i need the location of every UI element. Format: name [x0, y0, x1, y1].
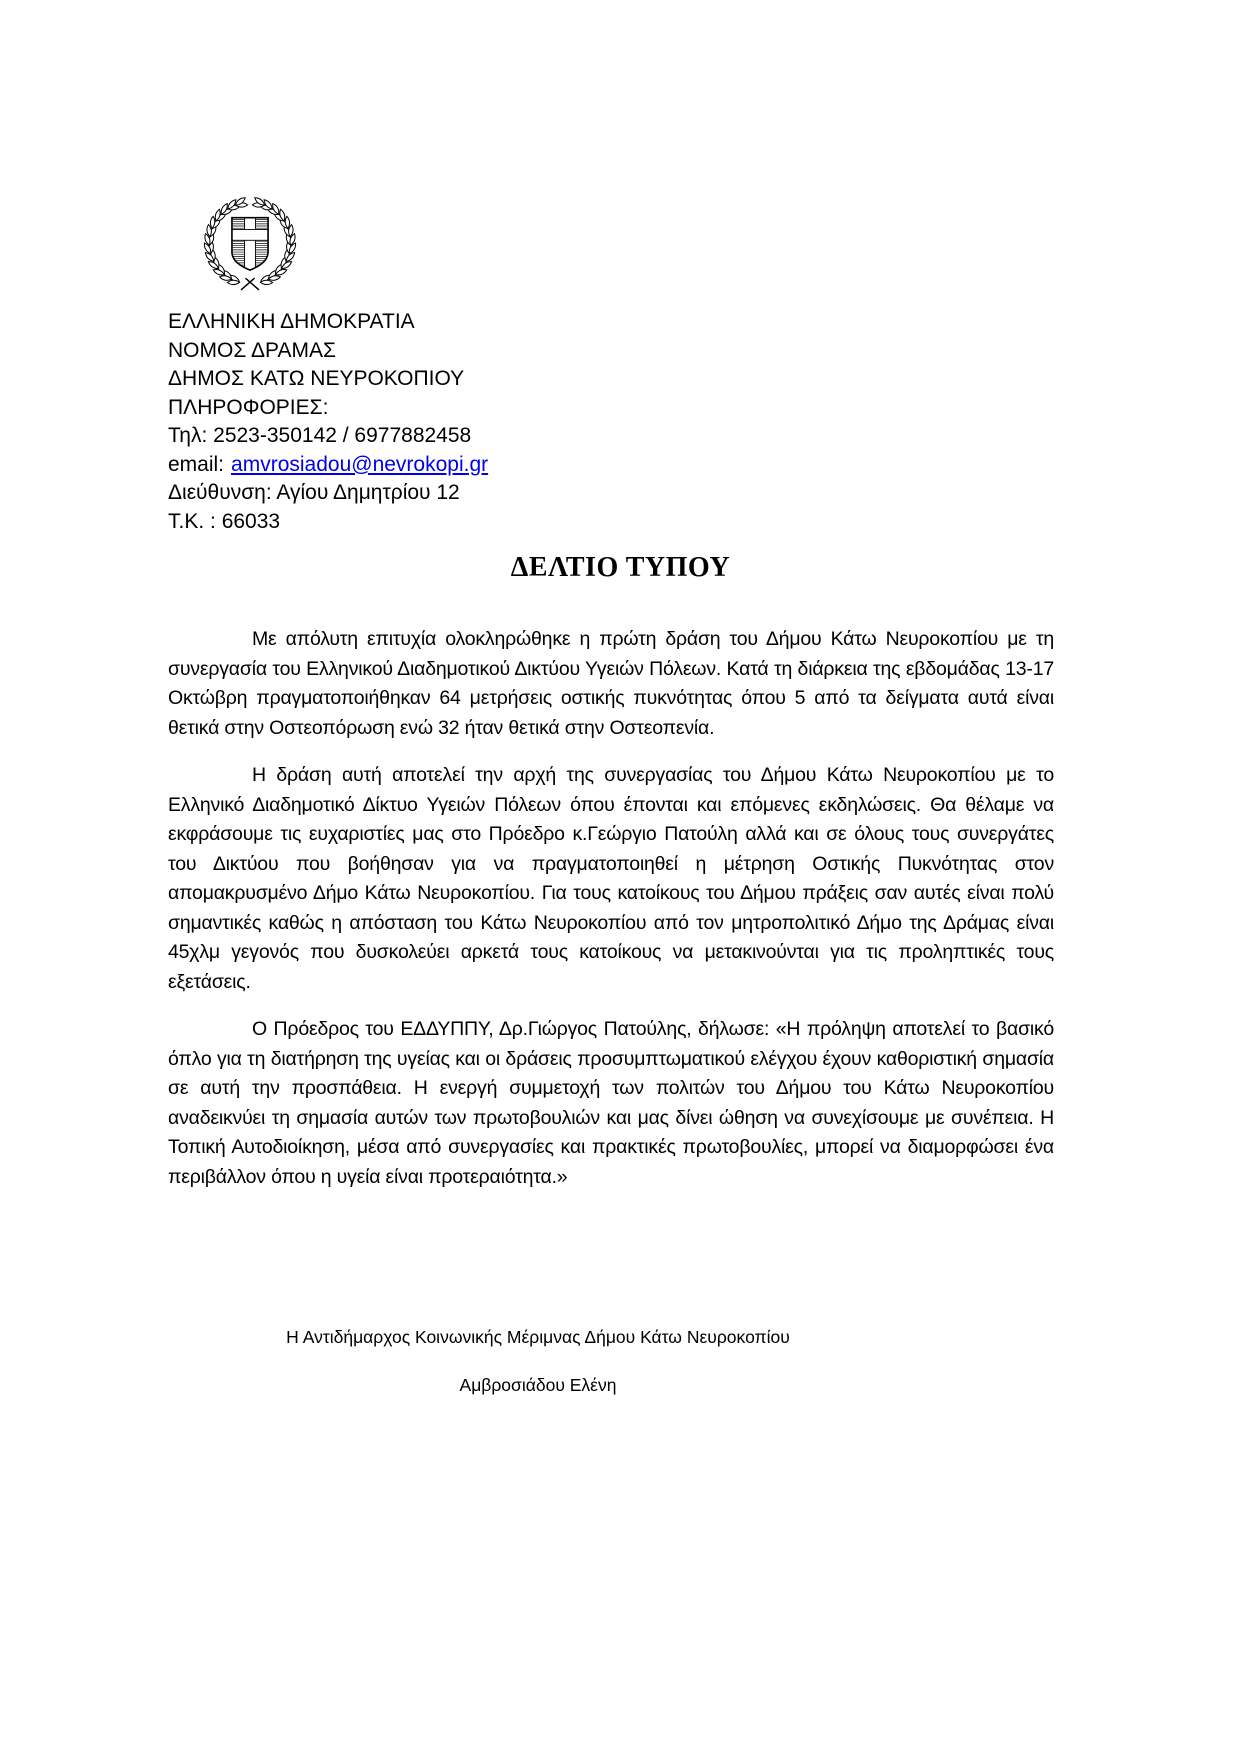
email-label: email: — [168, 452, 225, 476]
letterhead-prefecture: ΝΟΜΟΣ ΔΡΑΜΑΣ — [168, 338, 336, 362]
letterhead — [168, 308, 488, 536]
letterhead-info-label: ΠΛΗΡΟΦΟΡΙΕΣ: — [168, 395, 329, 419]
email-link[interactable]: amvrosiadou@nevrokopi.gr — [231, 452, 489, 476]
greek-coat-of-arms-icon — [194, 184, 306, 302]
signature-name: Αμβροσιάδου Ελένη — [459, 1375, 617, 1395]
page-title: ΔΕΛΤΙΟ ΤΥΠΟΥ — [510, 552, 731, 583]
letterhead-municipality: ΔΗΜΟΣ ΚΑΤΩ ΝΕΥΡΟΚΟΠΙΟΥ — [168, 367, 465, 390]
letterhead-address: Διεύθυνση: Αγίου Δημητρίου 12 — [168, 481, 460, 504]
letterhead-phone: Τηλ: 2523-350142 / 6977882458 — [168, 424, 472, 447]
letterhead-postal-code: Τ.Κ. : 66033 — [168, 509, 281, 533]
letterhead-country: ΕΛΛΗΝΙΚΗ ΔΗΜΟΚΡΑΤΙΑ — [168, 310, 415, 333]
press-release-body — [168, 625, 1054, 1210]
body-paragraph: Η δράση αυτή αποτελεί την αρχή της συνεργασίας του Δήμου Κάτω Νευροκοπίου με το Ελληνικό Διαδημοτικό Δίκτυο Υγειών Πόλεων όπου έπονται και επόμενες εκδηλώσεις. Θα θέλαμε να εκφράσουμε τις ευχαριστίες μας στο Πρόεδρο κ.Γεώργιο Πατούλη αλλά και σε όλους τους συνεργάτες του Δικτύου που βοήθησαν για να πραγματοποιηθεί η μέτρηση Οστικής Πυκνότητας στον απομακρυσμένο Δήμο Κάτω Νευροκοπίου. Για τους κατοίκους του Δήμου πράξεις σαν αυτές είναι πολύ σημαντικές καθώς η απόσταση του Κάτω Νευροκοπίου από τον μητροπολιτικό Δήμο της Δράμας είναι 45χλμ γεγονός που δυσκολεύει αρκετά τους κατοίκους να μετακινούνται για τις προληπτικές τους εξετάσεις. — [168, 764, 1054, 993]
letterhead-email-line — [168, 451, 488, 480]
signature-block — [168, 1326, 908, 1396]
body-paragraph: Με απόλυτη επιτυχία ολοκληρώθηκε η πρώτη δράση του Δήμου Κάτω Νευροκοπίου με τη συνεργασία του Ελληνικού Διαδημοτικού Δικτύου Υγειών Πόλεων. Κατά τη διάρκεια της εβδομάδας 13-17 Οκτώβρη πραγματοποιήθηκαν 64 μετρήσεις οστικής πυκνότητας όπου 5 από τα δείγματα αυτά είναι θετικά στην Οστεοπόρωση ενώ 32 ήταν θετικά στην Οστεοπενία. — [168, 628, 1054, 739]
signature-role: Η Αντιδήμαρχος Κοινωνικής Μέριμνας Δήμου Κάτω Νευροκοπίου — [286, 1327, 790, 1347]
body-paragraph: Ο Πρόεδρος του ΕΔΔΥΠΠΥ, Δρ.Γιώργος Πατούλης, δήλωσε: «Η πρόληψη αποτελεί το βασικό όπλο για τη διατήρηση της υγείας και οι δράσεις προσυμπτωματικού ελέγχου έχουν καθοριστική σημασία σε αυτή την προσπάθεια. Η ενεργή συμμετοχή των πολιτών του Δήμου του Κάτω Νευροκοπίου αναδεικνύει τη σημασία αυτών των πρωτοβουλιών και μας δίνει ώθηση να συνεχίσουμε με συνέπεια. Η Τοπική Αυτοδιοίκηση, μέσα από συνεργασίες και πρακτικές πρωτοβουλίες, μπορεί να διαμορφώσει ένα περιβάλλον όπου η υγεία είναι προτεραιότητα.» — [168, 1018, 1054, 1188]
